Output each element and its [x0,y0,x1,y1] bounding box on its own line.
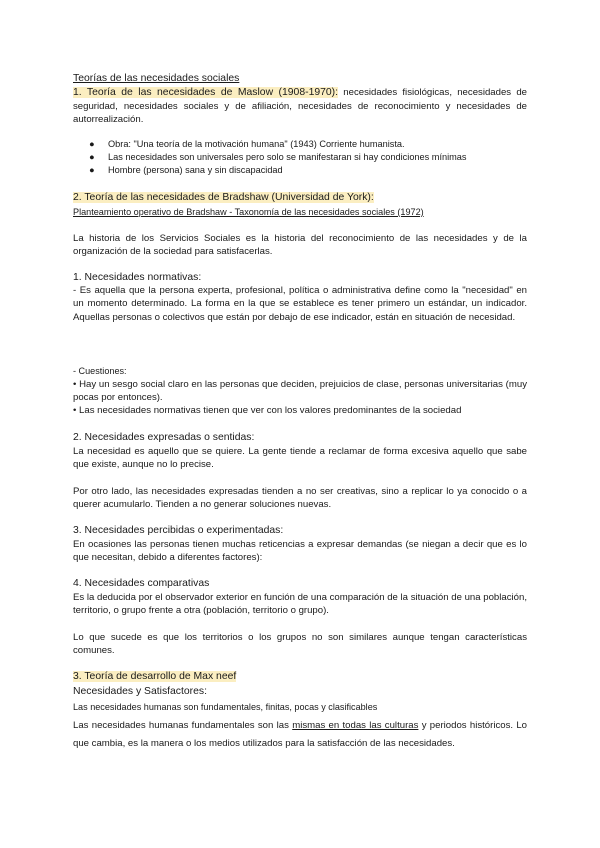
document-title: Teorías de las necesidades sociales [73,73,240,84]
maslow-heading: 1. Teoría de las necesidades de Maslow (1908-1970): [73,87,339,98]
cuestiones-item-1: • Hay un sesgo social claro en las personas que deciden, prejuicios de clase, personas universitarias (muy pocas por entonces). [73,379,527,404]
expresadas-text: La necesidad es aquello que se quiere. La gente tiende a reclamar de forma excesiva aquello que sabe que existe, aunque no lo precise. [73,446,527,471]
comparativas-title: 4. Necesidades comparativas [73,578,210,589]
maslow-bullet-list [73,138,527,178]
maxneef-heading: 3. Teoría de desarrollo de Max neef [73,671,237,682]
underlined-phrase: mismas en todas las culturas [292,720,419,731]
list-item: ● Las necesidades son universales pero solo se manifestaran si hay condiciones mínimas [73,151,527,164]
maslow-text: necesidades fisiológicas, necesidades de seguridad, necesidades sociales y de afiliación, necesidades de reconocimiento y necesidades de autorrealización. [73,87,528,126]
comparativas-text-2: Lo que sucede es que los territorios o los grupos no son similares aunque tengan características comunes. [73,632,527,657]
expresadas-title: 2. Necesidades expresadas o sentidas: [73,432,255,443]
expresadas-text-2: Por otro lado, las necesidades expresadas tienden a no ser creativas, sino a replicar lo ya conocido o a querer acumularlo. Tienden a no generar soluciones nuevas. [73,486,527,511]
bullet-icon: ● [89,165,95,176]
bradshaw-heading-row [73,191,527,205]
bradshaw-heading: 2. Teoría de las necesidades de Bradshaw (Universidad de York): [73,192,374,203]
bullet-icon: ● [89,139,95,149]
maslow-paragraph [73,86,527,127]
maxneef-paragraph: Las necesidades humanas fundamentales son las mismas en todas las culturas y periodos históricos. Lo que cambia, es la manera o los medios utilizados para la satisfacción de las necesidades. [73,720,528,749]
bullet-icon: ● [89,152,95,163]
cuestiones-item-2: • Las necesidades normativas tienen que ver con los valores predominantes de la sociedad [73,405,462,416]
percibidas-text: En ocasiones las personas tienen muchas reticencias a expresar demandas (se niegan a decir que es lo que necesitan, debido a diferentes factores): [73,539,527,564]
bradshaw-intro: La historia de los Servicios Sociales es la historia del reconocimiento de las necesidades y de la organización de la sociedad para satisfacerlas. [73,233,527,258]
maxneef-line-1: Las necesidades humanas son fundamentales, finitas, pocas y clasificables [73,702,378,712]
list-item: ● Obra: "Una teoría de la motivación humana" (1943) Corriente humanista. [73,138,527,151]
comparativas-text: Es la deducida por el observador exterior en función de una comparación de la situación de una población, territorio, o grupo frente a otra (población, territorio o grupo). [73,592,527,617]
percibidas-title: 3. Necesidades percibidas o experimentadas: [73,525,284,536]
list-item: ● Hombre (persona) sana y sin discapacidad [73,164,527,177]
normativas-title: 1. Necesidades normativas: [73,272,202,283]
maxneef-subheading: Necesidades y Satisfactores: [73,686,207,697]
cuestiones-title: - Cuestiones: [73,366,127,376]
normativas-text: - Es aquella que la persona experta, profesional, política o administrativa define como la "necesidad" en un momento determinado. La forma en la que se establece es tener primero un estándar, un indicador. Aquellas personas o colectivos que están por debajo de ese indicador, están en situación de necesidad. [73,285,527,323]
maxneef-heading-row [73,670,527,684]
bradshaw-subheading: Planteamiento operativo de Bradshaw - Taxonomía de las necesidades sociales (1972) [73,207,424,217]
